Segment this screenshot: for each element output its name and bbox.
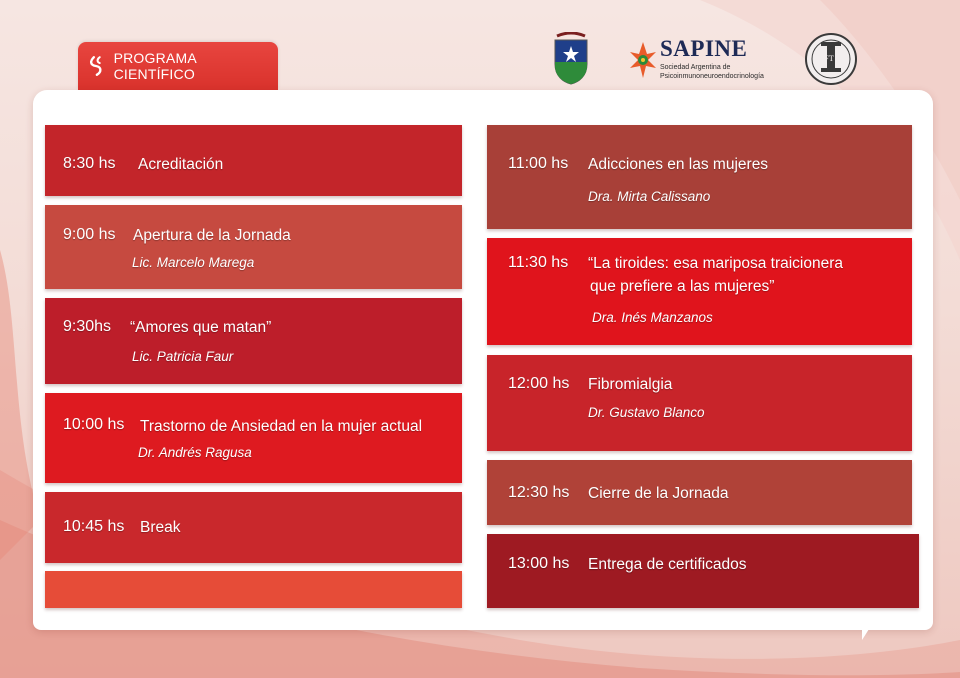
row-title: Apertura de la Jornada (133, 227, 291, 244)
row-speaker: Lic. Patricia Faur (132, 349, 234, 364)
row-title: “Amores que matan” (130, 319, 272, 336)
row-time: 9:00 hs (63, 226, 116, 243)
schedule-row-1300 (487, 534, 919, 608)
row-title: Fibromialgia (588, 376, 673, 393)
schedule-row-1045 (45, 492, 462, 563)
sapine-subtitle-line1: Sociedad Argentina de (660, 64, 731, 71)
row-speaker: Dra. Inés Manzanos (592, 310, 713, 325)
row-title: Adicciones en las mujeres (588, 156, 769, 173)
row-title: Trastorno de Ansiedad en la mujer actual (140, 418, 423, 435)
row-title-line2: que prefiere a las mujeres” (590, 278, 775, 295)
sponsor-logos (550, 28, 870, 92)
row-time: 12:30 hs (508, 484, 570, 501)
sapine-logo (628, 36, 778, 84)
row-title: Cierre de la Jornada (588, 485, 729, 502)
sapine-subtitle-line2: Psicoinmunoneuroendocrinología (660, 73, 764, 80)
schedule-row-0830 (45, 125, 462, 196)
row-speaker: Lic. Marcelo Marega (132, 255, 255, 270)
row-time: 11:00 hs (508, 155, 569, 172)
row-time: 13:00 hs (508, 555, 570, 572)
sft-label: SFT (820, 54, 834, 63)
schedule-row-1130 (487, 238, 912, 345)
row-time: 10:00 hs (63, 416, 125, 433)
schedule-row-1100 (487, 125, 912, 229)
row-time: 9:30hs (63, 318, 112, 335)
schedule-row-1200 (487, 355, 912, 451)
row-speaker: Dr. Gustavo Blanco (588, 405, 705, 420)
schedule-row-empty (45, 571, 462, 608)
municipal-shield-logo (553, 32, 589, 86)
row-title: Entrega de certificados (588, 556, 747, 573)
program-logo-icon (88, 55, 108, 77)
row-time: 8:30 hs (63, 155, 116, 172)
row-speaker: Dra. Mirta Calissano (588, 189, 711, 204)
row-time: 10:45 hs (63, 518, 125, 535)
schedule-row-0900 (45, 205, 462, 289)
row-title: Acreditación (138, 156, 224, 173)
row-speaker: Dr. Andrés Ragusa (138, 445, 252, 460)
program-title: PROGRAMA CIENTÍFICO (113, 50, 197, 82)
row-time: 12:00 hs (508, 375, 570, 392)
row-title: “La tiroides: esa mariposa traicionera (588, 255, 844, 272)
sapine-symbol-icon (628, 40, 658, 80)
schedule-row-0930 (45, 298, 462, 384)
row-title: Break (140, 519, 181, 536)
sapine-name: SAPINE (660, 36, 748, 61)
schedule-row-1000 (45, 393, 462, 483)
sapine-subtitle (660, 63, 778, 81)
row-time: 11:30 hs (508, 254, 569, 271)
schedule-row-1230 (487, 460, 912, 525)
program-tab (78, 42, 278, 90)
